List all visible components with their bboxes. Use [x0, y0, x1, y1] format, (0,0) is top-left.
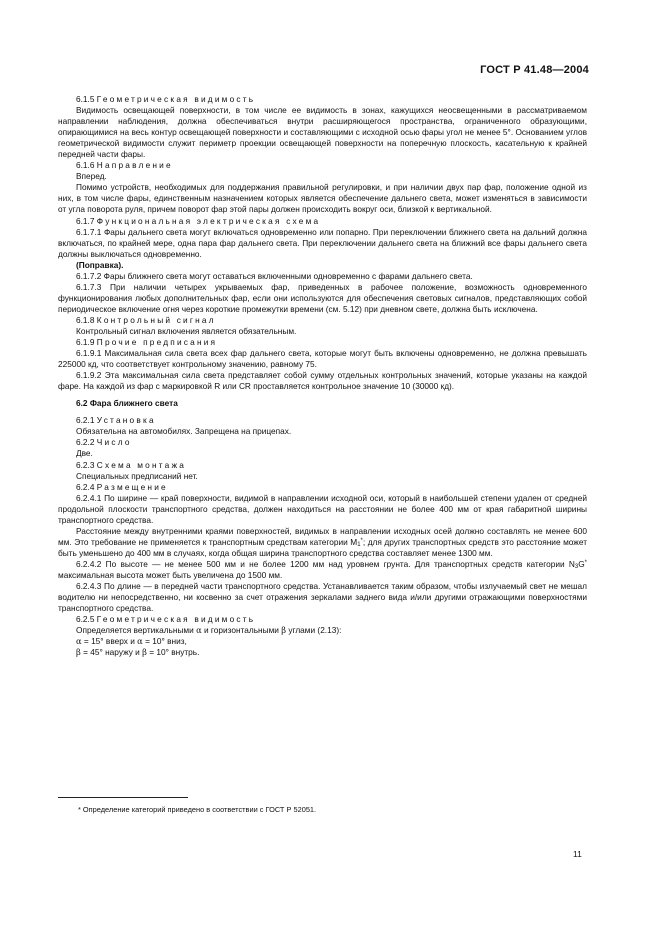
paragraph: 6.2.4.3 По длине — в передней части транспортного средства. Устанавливается таким образом, чтобы излучаемый свет не мешал водителю ни непосредственно, ни косвенно за счет отражения зеркалами заднего вида и/или другими отражающими поверхностями транспортного средства.: [58, 581, 587, 614]
paragraph: 6.1.7.1 Фары дальнего света могут включаться одновременно или попарно. При переключении ближнего света на дальний должна включаться, по крайней мере, одна пара фар дальнего света. При переключении дальнего света на ближний все фары дальнего света должны выключаться одновременно.: [58, 226, 587, 259]
section-heading: 6.2.3 Схема монтажа: [76, 459, 187, 470]
section-heading: 6.1.6 Направление: [76, 160, 173, 171]
paragraph: Расстояние между внутренними краями поверхностей, видимых в направлении исходных осей должно составлять не менее 600 мм. Это требование не применяется к транспортным средствам категории $M_1^*$; для других транспортных средств это расстояние может быть уменьшено до 400 мм в случаях, когда общая ширина транспортного средства составляет менее 1300 мм.: [58, 525, 587, 558]
paragraph: Две.: [76, 448, 93, 459]
section-heading: 6.1.9 Прочие предписания: [76, 337, 218, 348]
paragraph: Контрольный сигнал включения является обязательным.: [76, 325, 297, 336]
section-heading: 6.2.4 Размещение: [76, 481, 168, 492]
paragraph: 6.1.7.2 Фары ближнего света могут оставаться включенными одновременно с фарами дальнего света.: [76, 270, 473, 281]
section-heading: 6.1.7 Функциональная электрическая схема: [76, 215, 321, 226]
amendment-note: (Поправка).: [76, 259, 124, 270]
document-body: [58, 94, 587, 658]
section-heading: 6.2.1 Установка: [76, 415, 156, 426]
section-heading: 6.1.8 Контрольный сигнал: [76, 314, 216, 325]
section-heading: 6.2.2 Число: [76, 437, 132, 448]
paragraph: Обязательна на автомобилях. Запрещена на прицепах.: [76, 426, 292, 437]
page-number: 11: [573, 849, 582, 859]
paragraph: Вперед.: [76, 171, 107, 182]
angle-line: β = 45° наружу и β = 10° внутрь.: [76, 647, 200, 658]
angle-line: α = 15° вверх и α = 10° вниз,: [76, 636, 187, 647]
section-heading: 6.2.5 Геометрическая видимость: [76, 614, 256, 625]
section-title: 6.2 Фара ближнего света: [76, 398, 178, 409]
paragraph: 6.2.4.2 По высоте — не менее 500 мм и не более 1200 мм над уровнем грунта. Для транспортных средств категории $N_3G^*$ максимальная высота может быть увеличена до 1500 мм.: [58, 558, 587, 580]
section-heading: 6.1.5 Геометрическая видимость: [76, 94, 256, 104]
paragraph: Видимость освещающей поверхности, в том числе ее видимость в зонах, кажущихся неосвещенными в рассматриваемом направлении наблюдения, должна обеспечиваться внутри расширяющегося пространства, ограниченного образующими, опирающимися на весь контур освещающей поверхности и составляющими с исходной осью фары угол не менее 5°. Основанием углов геометрической видимости служит периметр проекции освещающей поверхности на поперечную плоскость, касательную к крайней передней части фары.: [58, 105, 587, 160]
paragraph: 6.1.9.2 Эта максимальная сила света представляет собой сумму отдельных контрольных значений, которые указаны на каждой фаре. На каждой из фар с маркировкой R или CR проставляется контрольное значение 10 (30000 кд).: [58, 370, 587, 392]
paragraph: 6.2.4.1 По ширине — край поверхности, видимой в направлении исходной оси, который в наибольшей степени удален от средней продольной плоскости транспортного средства, должен находиться на расстоянии не более 400 мм от края габаритной ширины транспортного средства.: [58, 492, 587, 525]
paragraph: 6.1.9.1 Максимальная сила света всех фар дальнего света, которые могут быть включены одновременно, не должна превышать 225000 кд, что соответствует контрольному значению, равному 75.: [58, 348, 587, 370]
document-header: ГОСТ Р 41.48—2004: [480, 64, 589, 76]
paragraph: 6.1.7.3 При наличии четырех укрываемых фар, приведенных в рабочее положение, возможность одновременного функционирования любых дополнительных фар, если они используются для обеспечения световых сигналов, представляющих собой периодическое включение огня через короткие промежутки времени (см. 5.12) при дневном свете, должна быть исключена.: [58, 281, 587, 314]
beta-symbol: β: [281, 625, 287, 636]
paragraph: Помимо устройств, необходимых для поддержания правильной регулировки, и при наличии двух пар фар, положение одной из них, в том числе фары, единственным назначением которых является обеспечение дальнего света, может изменяться в зависимости от угла поворота руля, причем поворот фар этой пары должен происходить вокруг оси, близкой к вертикальной.: [58, 182, 587, 215]
footnote-divider: [58, 797, 188, 798]
footnote: * Определение категорий приведено в соответствии с ГОСТ Р 52051.: [78, 805, 317, 814]
alpha-symbol: α: [196, 625, 202, 636]
paragraph: Определяется вертикальными α и горизонтальными β углами (2.13):: [76, 625, 342, 636]
paragraph: Специальных предписаний нет.: [76, 470, 198, 481]
